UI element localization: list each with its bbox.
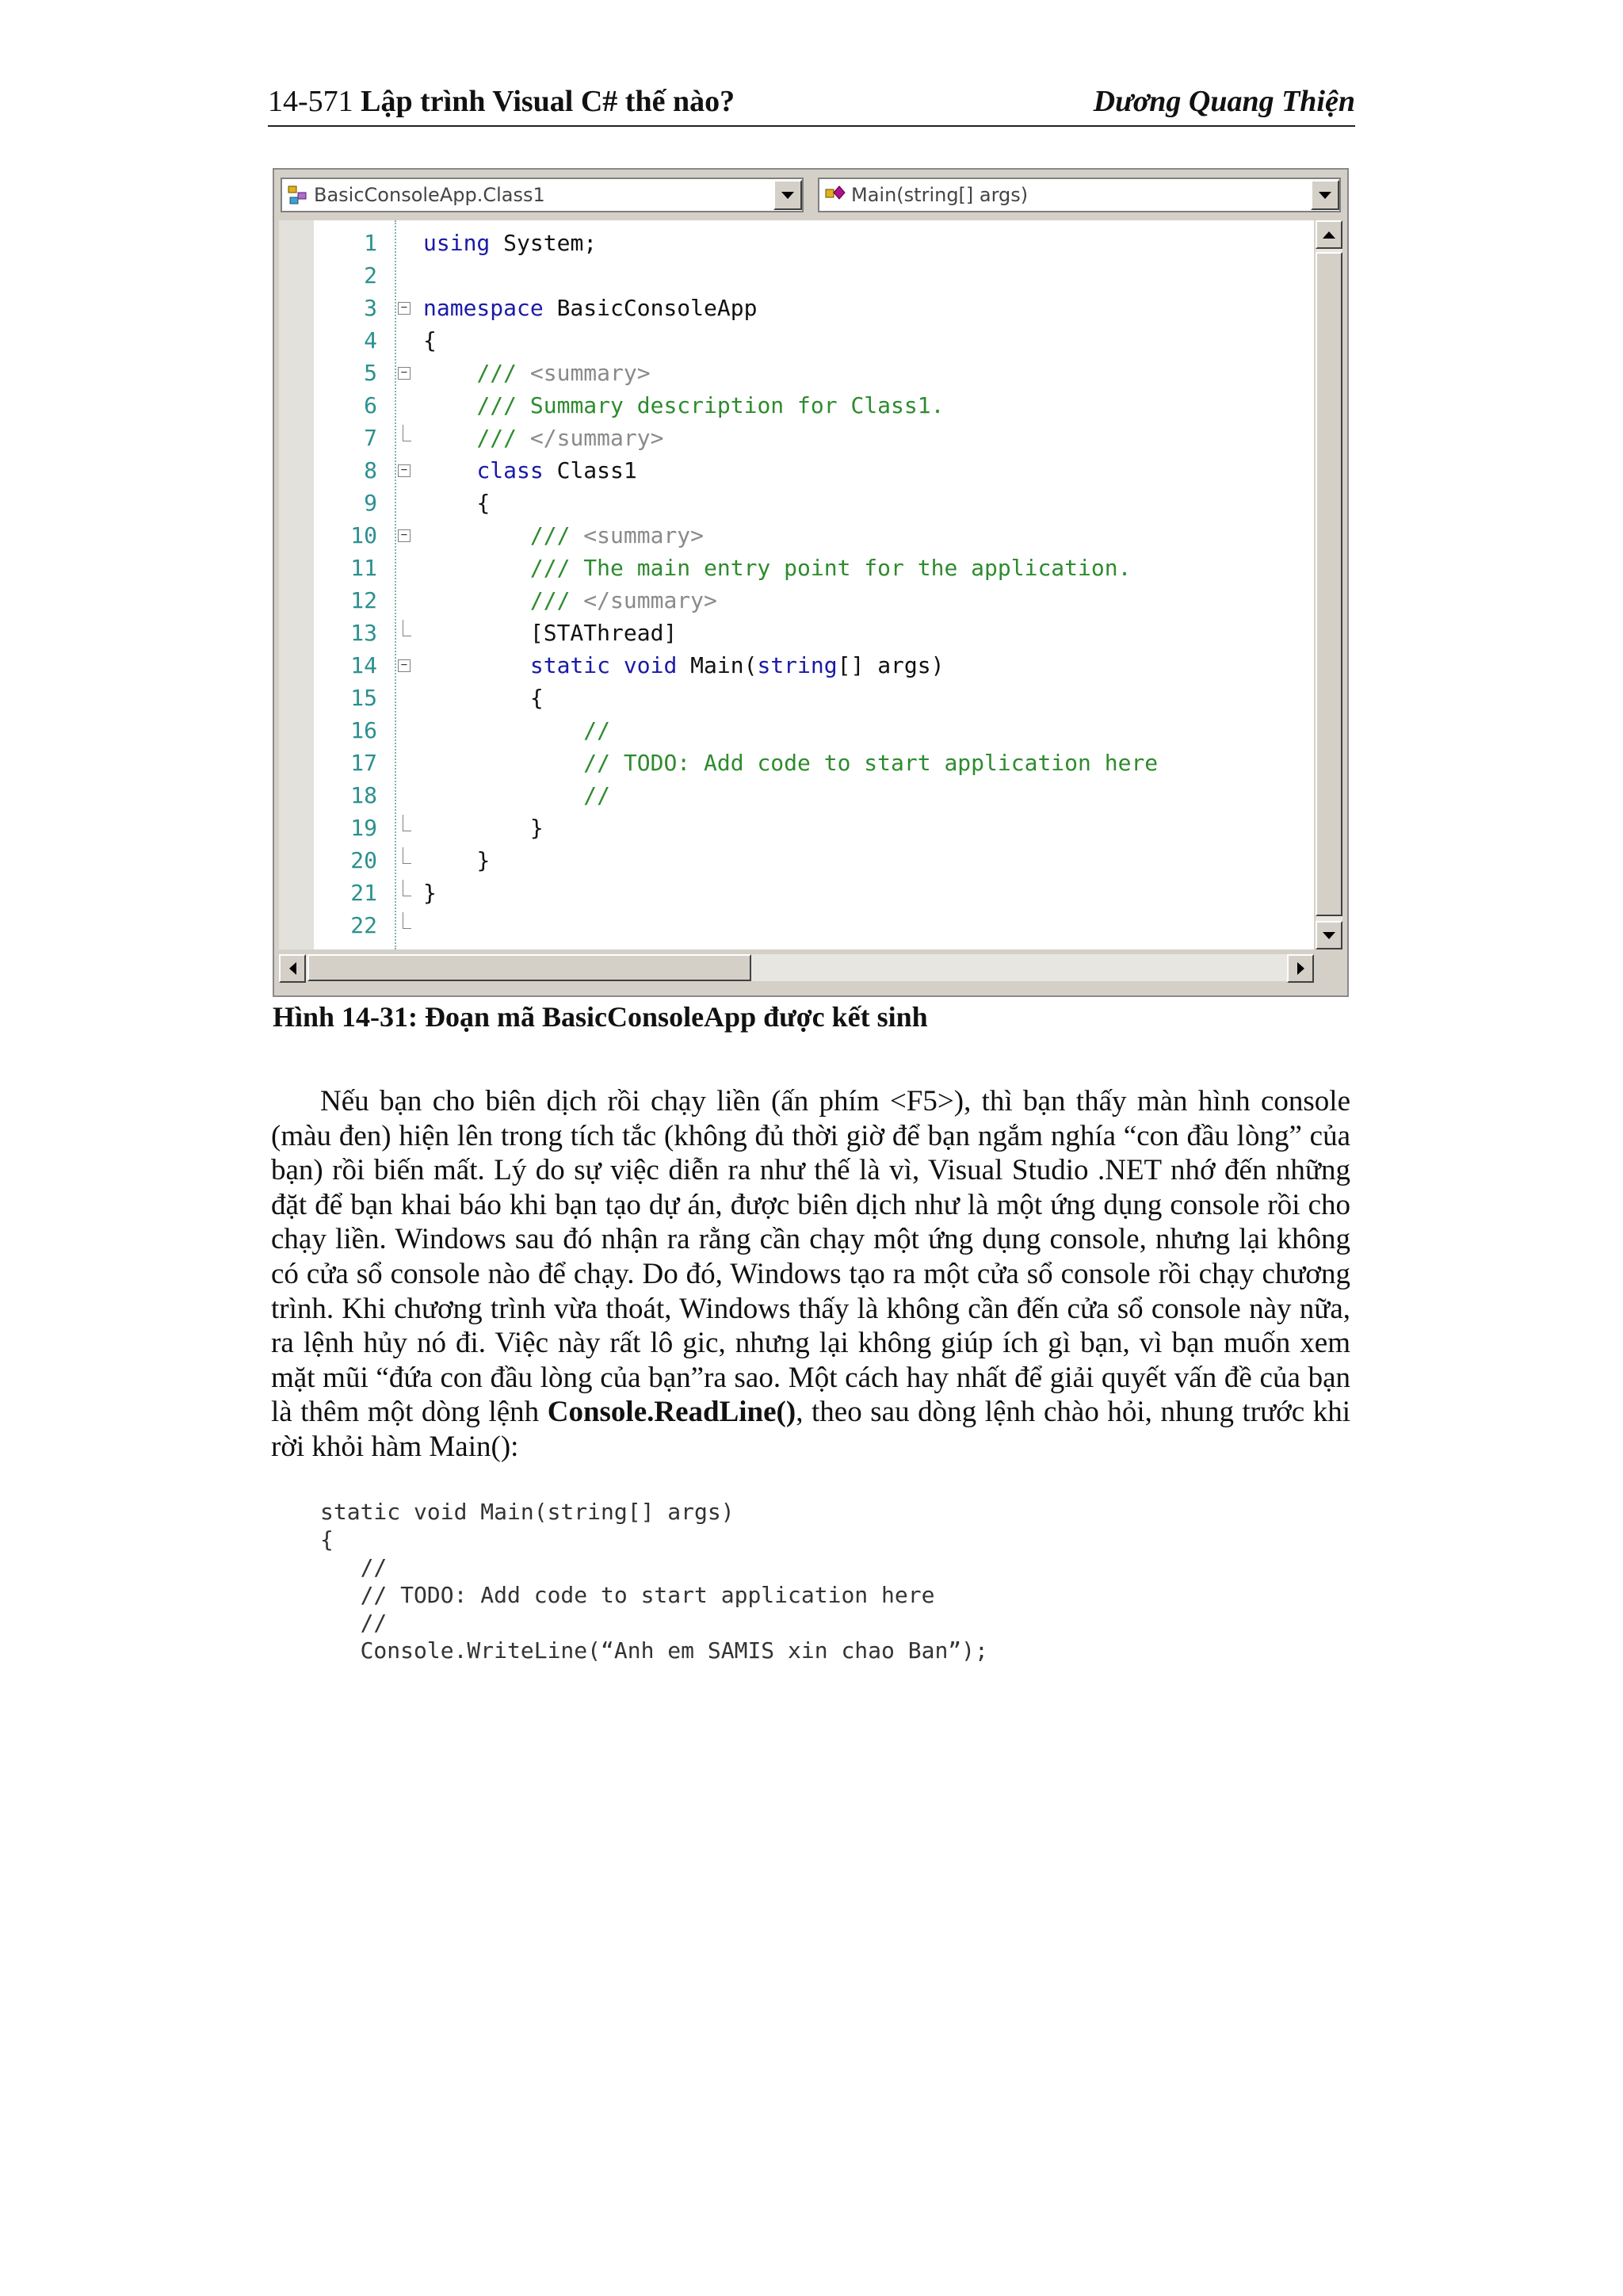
line-number: 9 (364, 490, 377, 516)
xmldoc-tag-token: </summary> (529, 425, 664, 451)
keyword-token: namespace (423, 295, 544, 321)
code-sample-line: // (320, 1610, 388, 1636)
chevron-down-icon (1319, 192, 1331, 199)
code-token: Main( (677, 652, 758, 678)
line-number: 21 (350, 880, 377, 906)
arrow-down-icon (1323, 932, 1335, 939)
keyword-token: class (476, 457, 544, 483)
comment-token: // TODO: Add code to start application here (583, 750, 1159, 776)
member-selector-combo[interactable] (818, 178, 1341, 212)
member-selector-value: Main(string[] args) (851, 184, 1029, 206)
code-text (423, 389, 944, 422)
fold-end-marker (403, 815, 411, 831)
vertical-scroll-thumb[interactable] (1316, 252, 1342, 916)
line-number: 2 (364, 262, 377, 288)
code-text (423, 454, 637, 487)
code-text (423, 714, 610, 747)
collapse-icon[interactable]: − (398, 464, 411, 477)
code-line (279, 552, 1314, 584)
arrow-left-icon (289, 962, 296, 975)
code-line (279, 649, 1314, 682)
code-text (423, 649, 944, 682)
comment-token: /// (476, 425, 530, 451)
code-text (423, 779, 610, 812)
page-header (268, 73, 1355, 127)
scroll-up-button[interactable] (1316, 220, 1342, 249)
code-line (279, 454, 1314, 487)
member-dropdown-button[interactable] (1311, 180, 1339, 210)
paragraph-text-2: , theo sau dòng lệnh chào hỏi, nhung trước khi rời khỏi hàm Main(): (271, 1396, 1350, 1463)
collapse-icon[interactable]: − (398, 529, 411, 542)
code-text (423, 747, 1158, 779)
code-token: Class1 (543, 457, 637, 483)
comment-token: /// The main entry point for the application. (529, 555, 1132, 581)
line-number: 18 (350, 782, 377, 808)
line-number: 17 (350, 750, 377, 776)
line-number: 22 (350, 912, 377, 938)
code-sample (320, 1498, 988, 1664)
code-text (423, 552, 1131, 584)
code-line (279, 357, 1314, 389)
line-number: 11 (350, 555, 377, 581)
code-line (279, 519, 1314, 552)
code-text (423, 584, 717, 617)
comment-token: // (583, 717, 611, 743)
line-number: 10 (350, 522, 377, 548)
comment-token: /// (529, 522, 584, 548)
line-number: 7 (364, 425, 377, 451)
code-line (279, 259, 1314, 292)
line-number: 5 (364, 360, 377, 386)
code-line (279, 389, 1314, 422)
code-text (423, 682, 544, 714)
line-number: 1 (364, 230, 377, 256)
code-text (423, 357, 651, 389)
code-text (423, 292, 757, 324)
horizontal-scrollbar[interactable] (279, 954, 1314, 981)
xmldoc-tag-token: <summary> (529, 360, 651, 386)
fold-end-marker (403, 847, 411, 864)
code-line (279, 292, 1314, 324)
fold-end-marker (403, 620, 411, 636)
code-token: } (476, 847, 491, 873)
code-line (279, 714, 1314, 747)
method-icon (819, 179, 851, 211)
code-line (279, 877, 1314, 909)
code-line (279, 844, 1314, 877)
keyword-token: void (623, 652, 678, 678)
body-paragraph (271, 1084, 1350, 1465)
line-number: 19 (350, 815, 377, 841)
class-selector-combo[interactable] (281, 178, 804, 212)
class-dropdown-button[interactable] (773, 180, 802, 210)
arrow-up-icon (1323, 231, 1335, 239)
code-token: } (423, 880, 437, 906)
xmldoc-tag-token: </summary> (583, 587, 717, 613)
code-text (423, 422, 663, 454)
code-sample-line: static void Main(string[] args) (320, 1499, 735, 1525)
keyword-token: static (529, 652, 611, 678)
collapse-icon[interactable]: − (398, 659, 411, 672)
code-text (423, 324, 437, 357)
code-sample-line: // (320, 1554, 388, 1580)
comment-token: /// (476, 360, 530, 386)
vertical-scrollbar[interactable] (1316, 220, 1342, 949)
code-line (279, 487, 1314, 519)
code-line (279, 617, 1314, 649)
arrow-right-icon (1297, 962, 1304, 975)
code-line (279, 812, 1314, 844)
ide-screenshot (273, 168, 1349, 997)
code-text (423, 812, 544, 844)
code-text (423, 844, 490, 877)
keyword-token: string (757, 652, 838, 678)
scroll-left-button[interactable] (279, 954, 306, 983)
scroll-right-button[interactable] (1287, 954, 1314, 983)
scroll-down-button[interactable] (1316, 921, 1342, 949)
chevron-down-icon (781, 192, 794, 199)
line-number: 15 (350, 685, 377, 711)
line-number: 12 (350, 587, 377, 613)
line-number: 20 (350, 847, 377, 873)
code-text (423, 227, 597, 259)
code-editor[interactable] (279, 220, 1314, 949)
code-line (279, 227, 1314, 259)
code-text (423, 487, 490, 519)
book-title: Lập trình Visual C# thế nào? (361, 85, 735, 118)
code-token (610, 652, 624, 678)
keyword-token: using (423, 230, 491, 256)
line-number: 6 (364, 392, 377, 418)
line-number: 4 (364, 327, 377, 353)
code-line (279, 747, 1314, 779)
code-token: { (529, 685, 544, 711)
code-token: System; (490, 230, 598, 256)
code-token: { (476, 490, 491, 516)
line-number: 14 (350, 652, 377, 678)
code-line (279, 324, 1314, 357)
code-token: { (423, 327, 437, 353)
code-line (279, 682, 1314, 714)
xmldoc-tag-token: <summary> (583, 522, 705, 548)
code-token: [] args) (837, 652, 945, 678)
header-left (268, 84, 735, 125)
collapse-icon[interactable]: − (398, 367, 411, 380)
code-sample-line: Console.WriteLine(“Anh em SAMIS xin chao Ban”); (320, 1637, 988, 1664)
fold-end-marker (403, 425, 411, 441)
code-sample-line: { (320, 1526, 334, 1553)
code-token: BasicConsoleApp (543, 295, 758, 321)
class-icon (282, 179, 314, 211)
code-line (279, 779, 1314, 812)
code-sample-line: // TODO: Add code to start application here (320, 1582, 935, 1608)
comment-token: /// (529, 587, 584, 613)
code-text (423, 877, 437, 909)
code-line (279, 422, 1314, 454)
class-selector-value: BasicConsoleApp.Class1 (314, 184, 545, 206)
collapse-icon[interactable]: − (398, 302, 411, 315)
author-name: Dương Quang Thiện (1093, 85, 1355, 118)
page-number: 14-571 (268, 85, 353, 118)
code-text (423, 519, 704, 552)
horizontal-scroll-thumb[interactable] (307, 954, 751, 981)
line-number: 8 (364, 457, 377, 483)
fold-end-marker (403, 912, 411, 929)
line-number: 3 (364, 295, 377, 321)
fold-end-marker (403, 880, 411, 896)
code-line (279, 584, 1314, 617)
code-text (423, 617, 677, 649)
code-line (279, 909, 1314, 942)
code-token: [STAThread] (529, 620, 678, 646)
line-number: 16 (350, 717, 377, 743)
comment-token: /// Summary description for Class1. (476, 392, 945, 418)
figure-caption: Hình 14-31: Đoạn mã BasicConsoleApp được kết sinh (273, 1001, 928, 1033)
paragraph-code-term: Console.ReadLine() (547, 1396, 796, 1429)
code-token: } (529, 815, 544, 841)
comment-token: // (583, 782, 611, 808)
line-number: 13 (350, 620, 377, 646)
paragraph-text-1: Nếu bạn cho biên dịch rồi chạy liền (ấn phím <F5>), thì bạn thấy màn hình console (màu đen) hiện lên trong tích tắc (không đủ thời giờ để bạn ngắm nghía “con đầu lòng” của bạn) rồi biến mất. Lý do sự việc diễn ra như thế là vì, Visual Studio .NET nhớ đến những đặt để bạn khai báo khi bạn tạo dự án, được biên dịch như là một ứng dụng console rồi cho chạy liền. Windows sau đó nhận ra rằng cần chạy một ứng dụng console, nhưng lại không có cửa sổ console nào để chạy. Do đó, Windows tạo ra một cửa sổ console rồi chạy chương trình. Khi chương trình vừa thoát, Windows thấy là không cần đến cửa sổ console này nữa, ra lệnh hủy nó đi. Việc này rất lô gic, nhưng lại không giúp ích gì bạn, vì bạn muốn xem mặt mũi “đứa con đầu lòng của bạn”ra sao. Một cách hay nhất để giải quyết vấn đề của bạn là thêm một dòng lệnh (271, 1085, 1350, 1429)
